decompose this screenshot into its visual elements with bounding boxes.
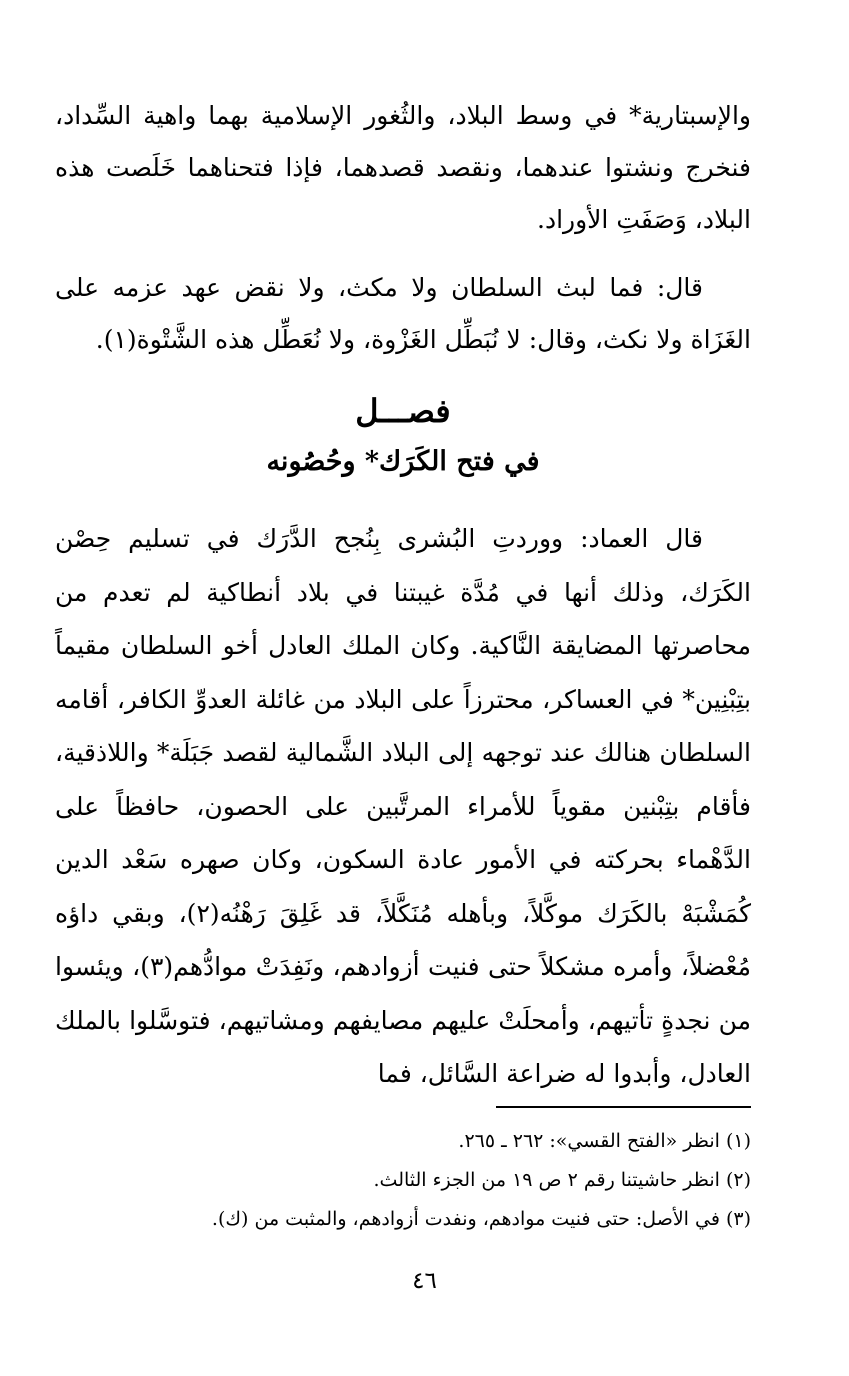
paragraph-3: قال العماد: ووردتِ البُشرى بِنُجح الدَّرَك في تسليم حِصْن الكَرَك، وذلك أنها في مُدَّة غيبتنا في بلاد أنطاكية لم تعدم من محاصرتها المضايقة النَّاكية. وكان الملك العادل أخو السلطان مقيماً بتِبْنِين* في العساكر، محترزاً على البلاد من غائلة العدوِّ الكافر، أقامه السلطان هنالك عند توجهه إلى البلاد الشَّمالية لقصد جَبَلَة* واللاذقية، فأقام بتِبْنين مقوياً للأمراء المرتَّبين على الحصون، حافظاً على الدَّهْماء بحركته في الأمور عادة السكون، وكان صهره سَعْد الدين كُمَشْبَهْ بالكَرَك موكَّلاً، وبأهله مُنَكَّلاً، قد غَلِقَ رَهْنُه(٢)، وبقي داؤه مُعْضلاً، وأمره مشكلاً حتى فنيت أزوادهم، ونَفِدَتْ موادُّهم(٣)، ويئسوا من نجدةٍ تأتيهم، وأمحلَتْ عليهم مصايفهم ومشاتيهم، فتوسَّلوا بالملك العادل، وأبدوا له ضراعة السَّائل، فما <box>55 524 751 1088</box>
footnote-divider <box>496 1106 751 1108</box>
chapter-subtitle: في فتح الكَرَك* وحُصُونه <box>266 446 540 477</box>
footnote-2: (٢) انظر حاشيتنا رقم ٢ ص ١٩ من الجزء الثالث. <box>373 1169 751 1191</box>
paragraph-2: قال: فما لبث السلطان ولا مكث، ولا نقض عهد عزمه على الغَزَاة ولا نكث، وقال: لا نُبَطِّل الغَزْوة، ولا نُعَطِّل هذه الشَّتْوة(١). <box>55 273 751 354</box>
paragraph-1: والإسبتارية* في وسط البلاد، والثُغور الإسلامية بهما واهية السِّداد، فنخرج ونشتوا عندهما، ونقصد قصدهما، فإذا فتحناهما خَلَصت هذه البلاد، وَصَفَتِ الأوراد. <box>55 101 751 234</box>
footnote-1: (١) انظر «الفتح القسي»: ٢٦٢ ـ ٢٦٥. <box>458 1130 751 1152</box>
footnote-3: (٣) في الأصل: حتى فنيت موادهم، ونفدت أزوادهم، والمثبت من (ك). <box>211 1208 751 1230</box>
page-number: ٤٦ <box>412 1268 437 1294</box>
chapter-heading: فصـــل <box>355 392 451 430</box>
footnotes <box>55 1122 751 1239</box>
